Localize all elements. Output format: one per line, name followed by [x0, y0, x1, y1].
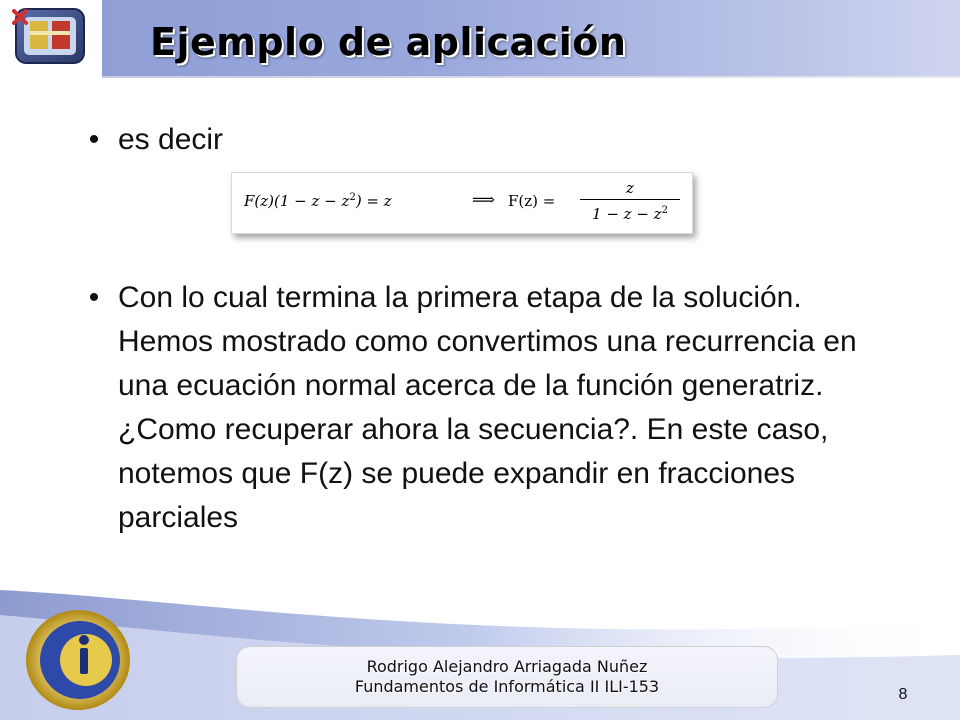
footer-author: Rodrigo Alejandro Arriagada Nuñez [366, 657, 648, 676]
title-divider [102, 76, 960, 78]
department-logo-icon [26, 610, 130, 710]
page-number: 8 [898, 686, 908, 703]
logo-area [0, 0, 102, 78]
bullet-item [84, 276, 884, 586]
bullet-item [84, 118, 504, 162]
formula-image [231, 172, 693, 234]
formula-lhs-text: F(z)(1 − z − z [244, 192, 350, 210]
bullet-marker: • [88, 123, 100, 156]
formula-lhs-exponent: 2 [349, 192, 356, 203]
formula-lhs-end: ) = z [355, 192, 392, 210]
university-crest-icon [8, 5, 94, 71]
formula-lhs [244, 192, 392, 210]
implies-arrow: ⟹ [472, 190, 495, 209]
bullet-text: es decir [118, 123, 224, 156]
formula-fz: F(z) = [508, 192, 556, 210]
footer-course: Fundamentos de Informática II ILI-153 [354, 677, 660, 696]
bullet-text: Con lo cual termina la primera etapa de la solución. Hemos mostrado como convertimos una recurrencia en una ecuación normal acerca de la función generatriz. ¿Como recuperar ahora la secuencia?. En este caso, notemos que F(z) se puede expandir en fracciones parciales [118, 281, 857, 534]
fraction-bar [580, 199, 680, 200]
footer-credits [236, 646, 778, 708]
formula-fraction [580, 179, 680, 223]
slide-title: Ejemplo de aplicación [150, 20, 627, 64]
fraction-numerator: z [626, 179, 634, 197]
bullet-marker: • [88, 281, 100, 314]
denominator-text: 1 − z − z [592, 205, 662, 223]
fraction-denominator [580, 202, 680, 223]
denominator-exponent: 2 [661, 205, 668, 216]
